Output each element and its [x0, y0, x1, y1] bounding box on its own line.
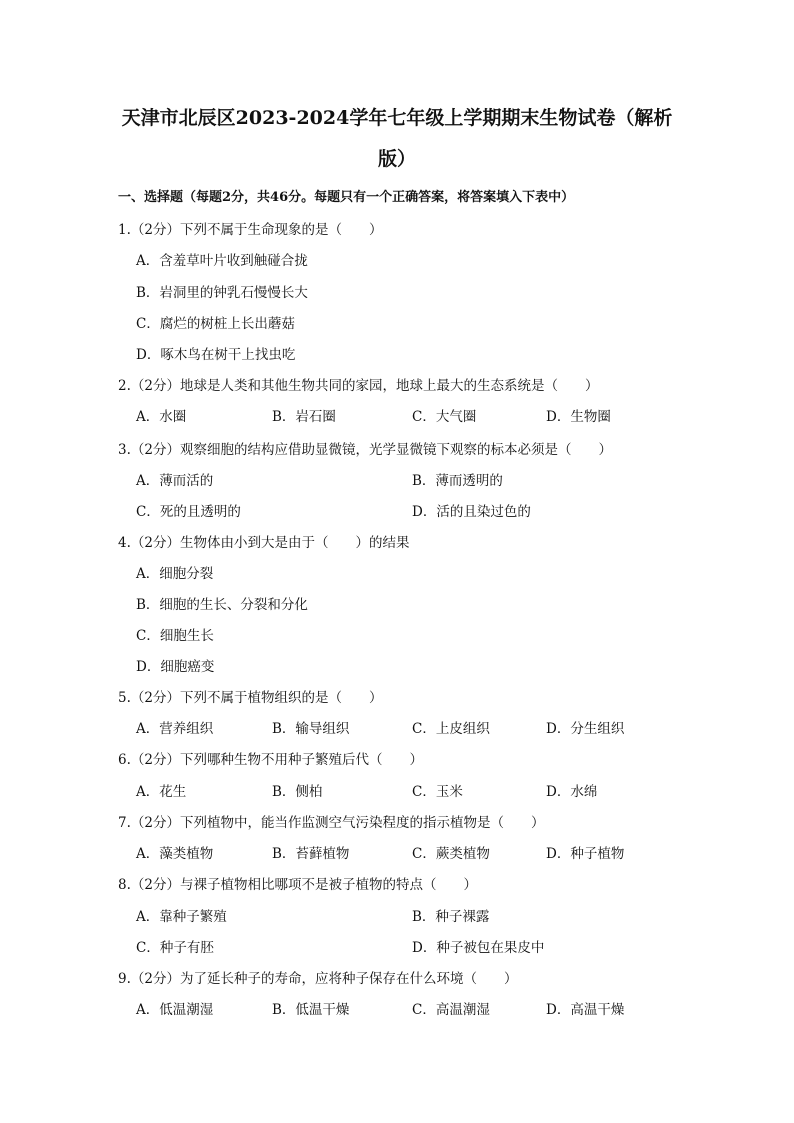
exam-title-line2: 版） [377, 148, 416, 170]
section-heading: 一、选择题（每题2分，共46分。每题只有一个正确答案，将答案填入下表中） [118, 190, 575, 205]
question-6-option-b: B．侧柏 [272, 784, 323, 800]
question-2-option-b: B．岩石圈 [272, 409, 336, 425]
question-8-option-b: B．种子裸露 [412, 909, 490, 925]
question-4-stem: 4.（2分）生物体由小到大是由于（ ）的结果 [118, 535, 410, 551]
question-9-option-d: D．高温干燥 [546, 1002, 625, 1018]
question-5-option-d: D．分生组织 [546, 721, 625, 737]
question-9-stem: 9.（2分）为了延长种子的寿命，应将种子保存在什么环境（ ） [118, 971, 518, 987]
question-9-option-a: A．低温潮湿 [136, 1002, 214, 1018]
question-1-option-c: C．腐烂的树桩上长出蘑菇 [136, 316, 295, 332]
question-3-option-d: D．活的且染过色的 [412, 504, 531, 520]
question-8-option-a: A．靠种子繁殖 [136, 909, 227, 925]
question-8-option-d: D．种子被包在果皮中 [412, 940, 545, 956]
question-9-option-b: B．低温干燥 [272, 1002, 350, 1018]
question-8-option-c: C．种子有胚 [136, 940, 214, 956]
question-1-option-b: B．岩洞里的钟乳石慢慢长大 [136, 285, 308, 301]
question-7-option-c: C．蕨类植物 [412, 846, 490, 862]
question-8-stem: 8.（2分）与裸子植物相比哪项不是被子植物的特点（ ） [118, 877, 477, 893]
question-6-option-a: A．花生 [136, 784, 187, 800]
question-5-option-c: C．上皮组织 [412, 721, 490, 737]
question-6-option-d: D．水绵 [546, 784, 598, 800]
question-6-stem: 6.（2分）下列哪种生物不用种子繁殖后代（ ） [118, 752, 423, 768]
question-7-stem: 7.（2分）下列植物中，能当作监测空气污染程度的指示植物是（ ） [118, 815, 545, 831]
question-5-option-b: B．输导组织 [272, 721, 350, 737]
question-3-option-b: B．薄而透明的 [412, 473, 503, 489]
question-7-option-d: D．种子植物 [546, 846, 625, 862]
question-1-option-d: D．啄木鸟在树干上找虫吃 [136, 347, 296, 363]
exam-title-line1: 天津市北辰区2023-2024学年七年级上学期期末生物试卷（解析 [121, 107, 673, 129]
question-4-option-b: B．细胞的生长、分裂和分化 [136, 597, 308, 613]
question-4-option-d: D．细胞癌变 [136, 659, 215, 675]
question-1-option-a: A．含羞草叶片收到触碰合拢 [136, 253, 308, 269]
question-7-option-b: B．苔藓植物 [272, 846, 350, 862]
question-2-stem: 2.（2分）地球是人类和其他生物共同的家园，地球上最大的生态系统是（ ） [118, 378, 599, 394]
question-2-option-d: D．生物圈 [546, 409, 611, 425]
question-6-option-c: C．玉米 [412, 784, 463, 800]
question-2-option-a: A．水圈 [136, 409, 187, 425]
question-3-option-c: C．死的且透明的 [136, 504, 241, 520]
question-1-stem: 1.（2分）下列不属于生命现象的是（ ） [118, 222, 383, 238]
question-7-option-a: A．藻类植物 [136, 846, 214, 862]
question-9-option-c: C．高温潮湿 [412, 1002, 490, 1018]
question-4-option-a: A．细胞分裂 [136, 566, 214, 582]
question-5-option-a: A．营养组织 [136, 721, 214, 737]
question-2-option-c: C．大气圈 [412, 409, 477, 425]
question-4-option-c: C．细胞生长 [136, 628, 214, 644]
question-3-stem: 3.（2分）观察细胞的结构应借助显微镜，光学显微镜下观察的标本必须是（ ） [118, 442, 612, 458]
question-3-option-a: A．薄而活的 [136, 473, 214, 489]
question-5-stem: 5.（2分）下列不属于植物组织的是（ ） [118, 690, 383, 706]
